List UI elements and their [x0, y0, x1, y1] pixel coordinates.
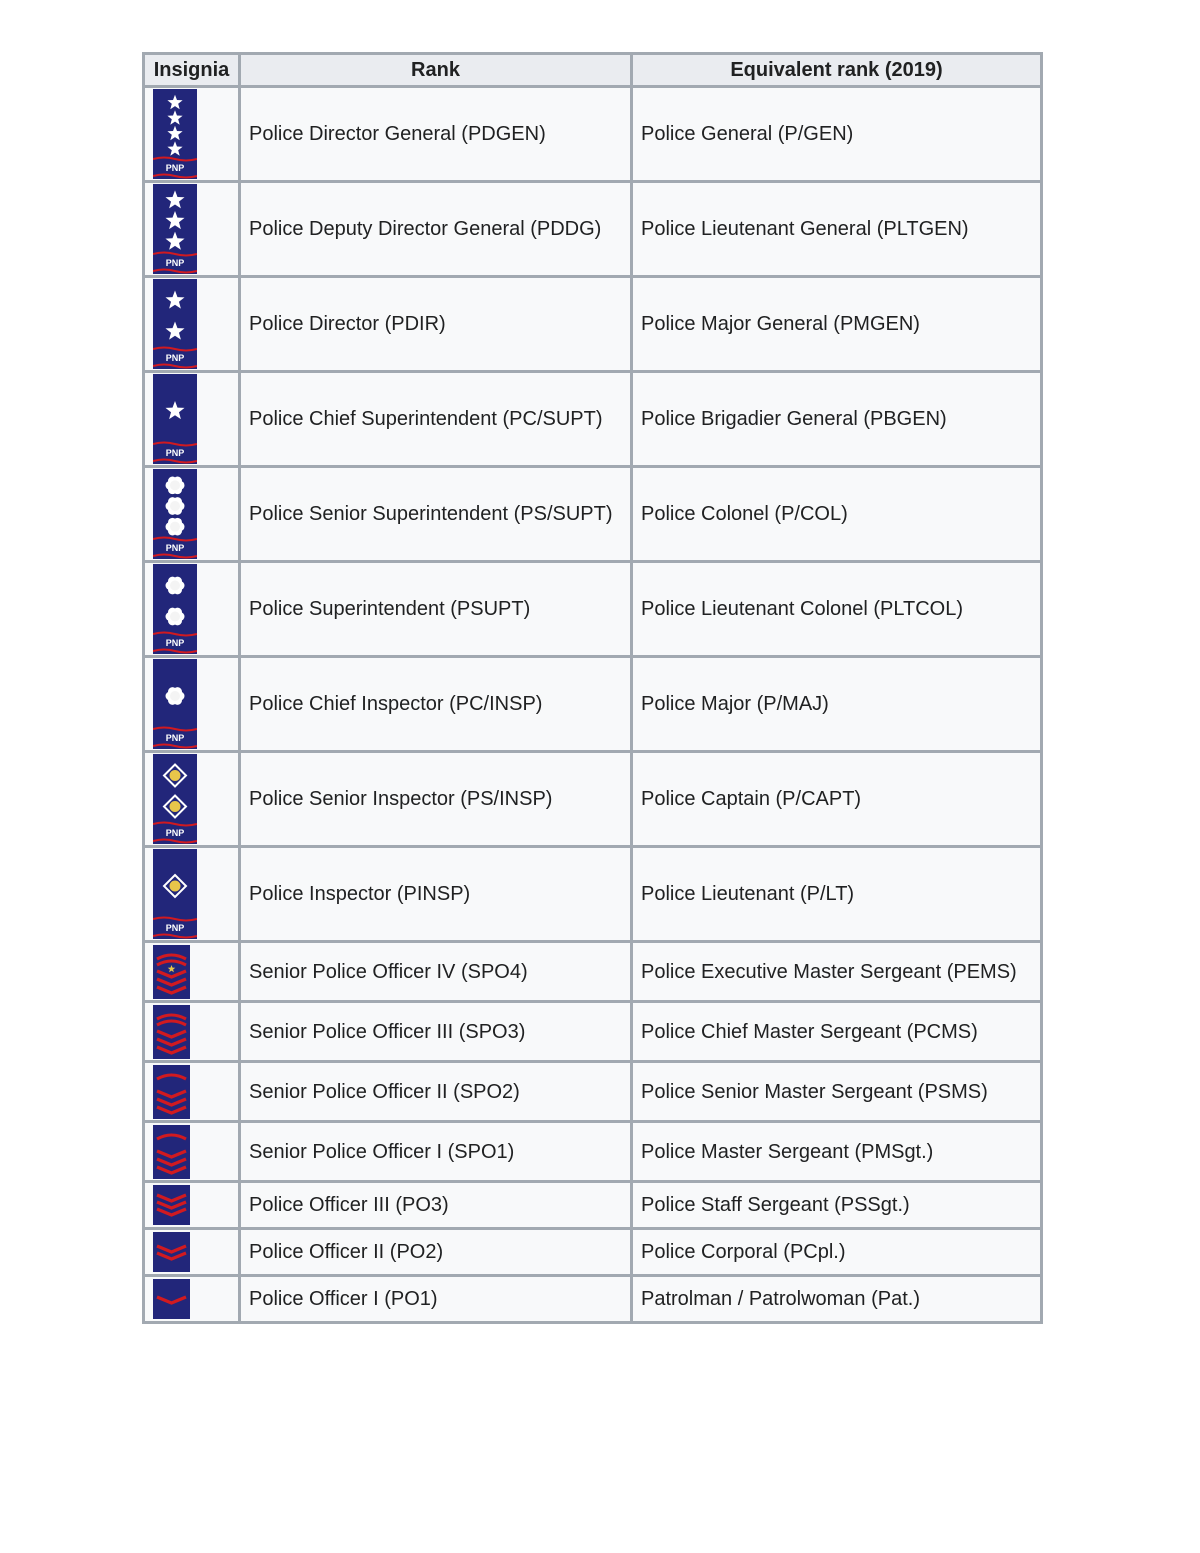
badge-label: PNP	[165, 638, 185, 648]
rank-cell: Police Officer III (PO3)	[240, 1182, 632, 1229]
header-insignia: Insignia	[144, 54, 240, 87]
three-sampaguita-icon	[153, 469, 197, 559]
four-stars-icon	[153, 89, 197, 179]
table-row	[144, 657, 1042, 752]
insignia-cell	[144, 1122, 240, 1182]
badge-label: PNP	[165, 733, 185, 743]
header-equivalent: Equivalent rank (2019)	[632, 54, 1042, 87]
badge-label: PNP	[165, 258, 185, 268]
one-star-icon	[153, 374, 197, 464]
insignia-cell	[144, 1062, 240, 1122]
one-diamond-icon	[153, 849, 197, 939]
insignia-cell	[144, 182, 240, 277]
table-row	[144, 372, 1042, 467]
rank-cell: Police Officer II (PO2)	[240, 1229, 632, 1276]
insignia-cell	[144, 1002, 240, 1062]
equivalent-cell: Police Captain (P/CAPT)	[632, 752, 1042, 847]
equivalent-cell: Police Lieutenant Colonel (PLTCOL)	[632, 562, 1042, 657]
badge-label: PNP	[165, 923, 185, 933]
table-row	[144, 182, 1042, 277]
table-row	[144, 1276, 1042, 1323]
insignia-cell	[144, 467, 240, 562]
rank-cell: Police Chief Inspector (PC/INSP)	[240, 657, 632, 752]
rank-table	[142, 52, 1043, 1324]
table-row	[144, 1002, 1042, 1062]
table-row	[144, 562, 1042, 657]
rank-cell: Police Chief Superintendent (PC/SUPT)	[240, 372, 632, 467]
insignia-cell	[144, 87, 240, 182]
two-chevrons-icon	[153, 1232, 190, 1272]
chevrons-spo3-icon	[153, 1005, 190, 1059]
rank-cell: Police Deputy Director General (PDDG)	[240, 182, 632, 277]
table-row	[144, 1182, 1042, 1229]
equivalent-cell: Police Staff Sergeant (PSSgt.)	[632, 1182, 1042, 1229]
chevrons-spo1-icon	[153, 1125, 190, 1179]
table-row	[144, 467, 1042, 562]
insignia-cell	[144, 847, 240, 942]
three-chevrons-icon	[153, 1185, 190, 1225]
rank-cell: Police Senior Superintendent (PS/SUPT)	[240, 467, 632, 562]
insignia-cell	[144, 942, 240, 1002]
insignia-cell	[144, 1182, 240, 1229]
badge-label: PNP	[165, 543, 185, 553]
header-row	[144, 54, 1042, 87]
one-sampaguita-icon	[153, 659, 197, 749]
badge-label: PNP	[165, 828, 185, 838]
insignia-cell	[144, 372, 240, 467]
insignia-cell	[144, 657, 240, 752]
equivalent-cell: Police Brigadier General (PBGEN)	[632, 372, 1042, 467]
insignia-cell	[144, 1276, 240, 1323]
rank-cell: Senior Police Officer II (SPO2)	[240, 1062, 632, 1122]
table-row	[144, 1062, 1042, 1122]
equivalent-cell: Police Executive Master Sergeant (PEMS)	[632, 942, 1042, 1002]
chevrons-star-icon	[153, 945, 190, 999]
two-sampaguita-icon	[153, 564, 197, 654]
badge-label: PNP	[165, 163, 185, 173]
insignia-cell	[144, 277, 240, 372]
insignia-cell	[144, 752, 240, 847]
badge-label: PNP	[165, 448, 185, 458]
insignia-cell	[144, 1229, 240, 1276]
equivalent-cell: Police Colonel (P/COL)	[632, 467, 1042, 562]
table-row	[144, 942, 1042, 1002]
rank-cell: Police Senior Inspector (PS/INSP)	[240, 752, 632, 847]
equivalent-cell: Police Chief Master Sergeant (PCMS)	[632, 1002, 1042, 1062]
header-rank: Rank	[240, 54, 632, 87]
rank-cell: Police Superintendent (PSUPT)	[240, 562, 632, 657]
rank-cell: Police Inspector (PINSP)	[240, 847, 632, 942]
three-stars-icon	[153, 184, 197, 274]
equivalent-cell: Police Major General (PMGEN)	[632, 277, 1042, 372]
equivalent-cell: Police Lieutenant (P/LT)	[632, 847, 1042, 942]
table-row	[144, 752, 1042, 847]
chevrons-spo2-icon	[153, 1065, 190, 1119]
two-diamonds-icon	[153, 754, 197, 844]
table-row	[144, 87, 1042, 182]
equivalent-cell: Police Corporal (PCpl.)	[632, 1229, 1042, 1276]
badge-background	[153, 1185, 190, 1225]
equivalent-cell: Police Lieutenant General (PLTGEN)	[632, 182, 1042, 277]
rank-cell: Senior Police Officer IV (SPO4)	[240, 942, 632, 1002]
two-stars-icon	[153, 279, 197, 369]
equivalent-cell: Police Senior Master Sergeant (PSMS)	[632, 1062, 1042, 1122]
rank-cell: Senior Police Officer III (SPO3)	[240, 1002, 632, 1062]
equivalent-cell: Police Major (P/MAJ)	[632, 657, 1042, 752]
table-row	[144, 1122, 1042, 1182]
insignia-cell	[144, 562, 240, 657]
table-row	[144, 847, 1042, 942]
one-chevron-icon	[153, 1279, 190, 1319]
table-row	[144, 277, 1042, 372]
equivalent-cell: Police Master Sergeant (PMSgt.)	[632, 1122, 1042, 1182]
badge-label: PNP	[165, 353, 185, 363]
rank-cell: Senior Police Officer I (SPO1)	[240, 1122, 632, 1182]
equivalent-cell: Patrolman / Patrolwoman (Pat.)	[632, 1276, 1042, 1323]
rank-cell: Police Director General (PDGEN)	[240, 87, 632, 182]
table-row	[144, 1229, 1042, 1276]
rank-cell: Police Director (PDIR)	[240, 277, 632, 372]
equivalent-cell: Police General (P/GEN)	[632, 87, 1042, 182]
rank-cell: Police Officer I (PO1)	[240, 1276, 632, 1323]
